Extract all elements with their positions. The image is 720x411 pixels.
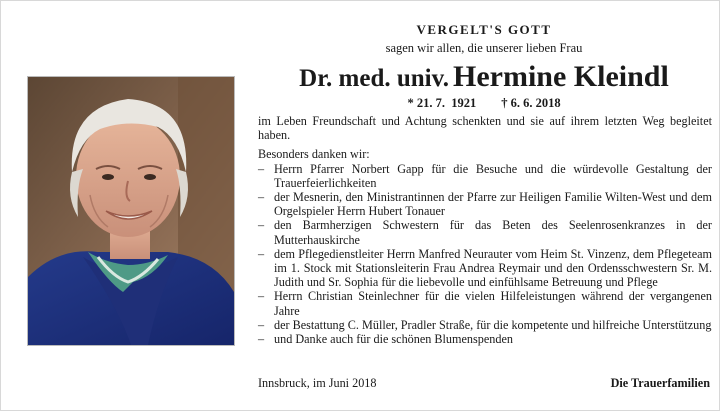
name-title: Dr. med. univ. — [299, 65, 449, 92]
signature: Die Trauerfamilien — [610, 376, 710, 390]
place-date: Innsbruck, im Juni 2018 — [258, 376, 377, 390]
life-dates: * 21. 7. 1921 † 6. 6. 2018 — [407, 96, 561, 110]
notice-intro: sagen wir allen, die unserer lieben Frau — [385, 41, 583, 55]
thanks-list — [258, 162, 712, 347]
list-item: – dem Pflegedienstleiter Herrn Manfred Neurauter vom Heim St. Vinzenz, dem Pflegeteam im 1. Stock mit Stationsleiterin Frau Andrea Reymair und den Ordensschwestern Sr. M. Judith und Sr. Sophia für die liebevolle und einfühlsame Betreuung und Pflege — [258, 246, 712, 290]
thanks-intro: Besonders danken wir: — [258, 147, 370, 162]
list-item: – Herrn Pfarrer Norbert Gapp für die Besuche und die würdevolle Gestaltung der Trauerfeierlichkeiten — [258, 161, 712, 190]
dash-marker: – — [258, 332, 265, 347]
first-paragraph: im Leben Freundschaft und Achtung schenkten und sie auf ihrem letzten Weg begleitet haben. — [258, 114, 712, 143]
dash-marker: – — [258, 289, 265, 304]
notice-heading: VERGELT'S GOTT — [416, 22, 552, 37]
list-item: – der Mesnerin, den Ministrantinnen der Pfarre zur Heiligen Familie Wilten-West und dem Orgelspieler Herrn Hubert Tonauer — [258, 190, 712, 219]
list-item: – den Barmherzigen Schwestern für das Beten des Seelenrosenkranzes in der Mutterhauskirche — [258, 218, 712, 247]
dash-marker: – — [258, 218, 265, 233]
dash-marker: – — [258, 190, 265, 205]
list-item: – Herrn Christian Steinlechner für die vielen Hilfeleistungen während der vergangenen Jahre — [258, 289, 712, 318]
name-person: Hermine Kleindl — [452, 60, 669, 93]
dash-marker: – — [258, 161, 265, 176]
dash-marker: – — [258, 317, 265, 332]
portrait-photo — [27, 76, 235, 346]
list-item: – der Bestattung C. Müller, Pradler Straße, für die kompetente und hilfreiche Unterstützung — [258, 317, 712, 332]
list-item: – und Danke auch für die schönen Blumenspenden — [258, 332, 513, 347]
deceased-name — [258, 60, 710, 94]
dash-marker: – — [258, 246, 265, 261]
notice-body — [258, 114, 712, 346]
